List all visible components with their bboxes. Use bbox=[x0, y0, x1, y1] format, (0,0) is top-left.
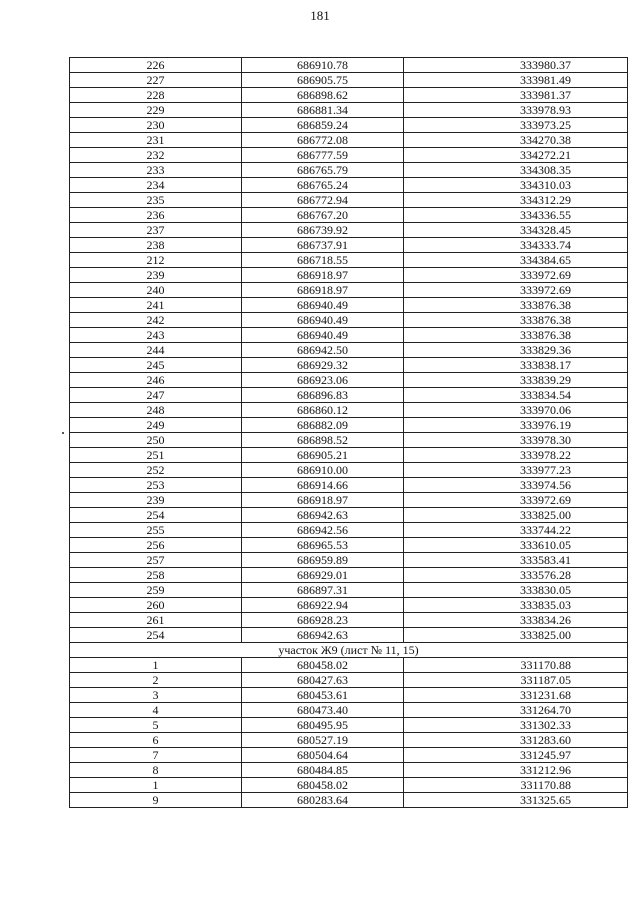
point-number-cell: 212 bbox=[70, 253, 242, 268]
x-coordinate-cell: 680473.40 bbox=[242, 703, 404, 718]
table-row bbox=[70, 178, 628, 193]
table-row bbox=[70, 253, 628, 268]
table-row bbox=[70, 133, 628, 148]
y-coordinate-cell: 334328.45 bbox=[404, 223, 628, 238]
y-coordinate-cell: 333744.22 bbox=[404, 523, 628, 538]
y-coordinate-cell: 333583.41 bbox=[404, 553, 628, 568]
x-coordinate-cell: 680427.63 bbox=[242, 673, 404, 688]
point-number-cell: 247 bbox=[70, 388, 242, 403]
point-number-cell: 240 bbox=[70, 283, 242, 298]
y-coordinate-cell: 333977.23 bbox=[404, 463, 628, 478]
point-number-cell: 234 bbox=[70, 178, 242, 193]
y-coordinate-cell: 333980.37 bbox=[404, 58, 628, 73]
y-coordinate-cell: 333576.28 bbox=[404, 568, 628, 583]
y-coordinate-cell: 334312.29 bbox=[404, 193, 628, 208]
x-coordinate-cell: 686923.06 bbox=[242, 373, 404, 388]
y-coordinate-cell: 333972.69 bbox=[404, 493, 628, 508]
y-coordinate-cell: 333972.69 bbox=[404, 268, 628, 283]
x-coordinate-cell: 686942.56 bbox=[242, 523, 404, 538]
point-number-cell: 254 bbox=[70, 508, 242, 523]
x-coordinate-cell: 686965.53 bbox=[242, 538, 404, 553]
point-number-cell: 239 bbox=[70, 493, 242, 508]
x-coordinate-cell: 686905.75 bbox=[242, 73, 404, 88]
x-coordinate-cell: 686940.49 bbox=[242, 313, 404, 328]
table-row bbox=[70, 268, 628, 283]
table-row bbox=[70, 58, 628, 73]
x-coordinate-cell: 686929.01 bbox=[242, 568, 404, 583]
table-row bbox=[70, 313, 628, 328]
table-row bbox=[70, 403, 628, 418]
point-number-cell: 4 bbox=[70, 703, 242, 718]
x-coordinate-cell: 686860.12 bbox=[242, 403, 404, 418]
table-row bbox=[70, 283, 628, 298]
point-number-cell: 2 bbox=[70, 673, 242, 688]
x-coordinate-cell: 686928.23 bbox=[242, 613, 404, 628]
x-coordinate-cell: 686910.00 bbox=[242, 463, 404, 478]
point-number-cell: 230 bbox=[70, 118, 242, 133]
x-coordinate-cell: 686959.89 bbox=[242, 553, 404, 568]
point-number-cell: 226 bbox=[70, 58, 242, 73]
y-coordinate-cell: 333978.30 bbox=[404, 433, 628, 448]
table-row bbox=[70, 538, 628, 553]
y-coordinate-cell: 333829.36 bbox=[404, 343, 628, 358]
table-row bbox=[70, 388, 628, 403]
table-row bbox=[70, 748, 628, 763]
table-row bbox=[70, 763, 628, 778]
y-coordinate-cell: 334333.74 bbox=[404, 238, 628, 253]
y-coordinate-cell: 333876.38 bbox=[404, 298, 628, 313]
table-row bbox=[70, 118, 628, 133]
x-coordinate-cell: 686918.97 bbox=[242, 493, 404, 508]
x-coordinate-cell: 686897.31 bbox=[242, 583, 404, 598]
point-number-cell: 248 bbox=[70, 403, 242, 418]
point-number-cell: 1 bbox=[70, 778, 242, 793]
table-row bbox=[70, 718, 628, 733]
x-coordinate-cell: 686940.49 bbox=[242, 298, 404, 313]
x-coordinate-cell: 686942.50 bbox=[242, 343, 404, 358]
point-number-cell: 229 bbox=[70, 103, 242, 118]
point-number-cell: 256 bbox=[70, 538, 242, 553]
table-row bbox=[70, 478, 628, 493]
point-number-cell: 228 bbox=[70, 88, 242, 103]
table-row bbox=[70, 628, 628, 643]
y-coordinate-cell: 333981.37 bbox=[404, 88, 628, 103]
x-coordinate-cell: 686718.55 bbox=[242, 253, 404, 268]
y-coordinate-cell: 334272.21 bbox=[404, 148, 628, 163]
y-coordinate-cell: 333970.06 bbox=[404, 403, 628, 418]
point-number-cell: 3 bbox=[70, 688, 242, 703]
x-coordinate-cell: 686765.79 bbox=[242, 163, 404, 178]
y-coordinate-cell: 333834.54 bbox=[404, 388, 628, 403]
table-row bbox=[70, 373, 628, 388]
x-coordinate-cell: 686914.66 bbox=[242, 478, 404, 493]
table-row bbox=[70, 553, 628, 568]
y-coordinate-cell: 333610.05 bbox=[404, 538, 628, 553]
point-number-cell: 253 bbox=[70, 478, 242, 493]
x-coordinate-cell: 686896.83 bbox=[242, 388, 404, 403]
y-coordinate-cell: 331231.68 bbox=[404, 688, 628, 703]
y-coordinate-cell: 331245.97 bbox=[404, 748, 628, 763]
x-coordinate-cell: 680458.02 bbox=[242, 658, 404, 673]
table-row bbox=[70, 493, 628, 508]
point-number-cell: 8 bbox=[70, 763, 242, 778]
table-row bbox=[70, 343, 628, 358]
x-coordinate-cell: 686898.52 bbox=[242, 433, 404, 448]
point-number-cell: 249 bbox=[70, 418, 242, 433]
point-number-cell: 257 bbox=[70, 553, 242, 568]
point-number-cell: 252 bbox=[70, 463, 242, 478]
point-number-cell: 233 bbox=[70, 163, 242, 178]
coordinates-table-body bbox=[70, 58, 628, 808]
point-number-cell: 237 bbox=[70, 223, 242, 238]
point-number-cell: 254 bbox=[70, 628, 242, 643]
point-number-cell: 260 bbox=[70, 598, 242, 613]
table-row bbox=[70, 358, 628, 373]
table-row bbox=[70, 163, 628, 178]
x-coordinate-cell: 686910.78 bbox=[242, 58, 404, 73]
page-number: 181 bbox=[310, 8, 330, 23]
point-number-cell: 6 bbox=[70, 733, 242, 748]
x-coordinate-cell: 680527.19 bbox=[242, 733, 404, 748]
y-coordinate-cell: 333838.17 bbox=[404, 358, 628, 373]
table-row bbox=[70, 88, 628, 103]
table-row bbox=[70, 508, 628, 523]
y-coordinate-cell: 333876.38 bbox=[404, 328, 628, 343]
table-row bbox=[70, 448, 628, 463]
point-number-cell: 236 bbox=[70, 208, 242, 223]
table-row bbox=[70, 103, 628, 118]
point-number-cell: 232 bbox=[70, 148, 242, 163]
x-coordinate-cell: 686859.24 bbox=[242, 118, 404, 133]
y-coordinate-cell: 331264.70 bbox=[404, 703, 628, 718]
table-row bbox=[70, 148, 628, 163]
x-coordinate-cell: 680495.95 bbox=[242, 718, 404, 733]
x-coordinate-cell: 686772.08 bbox=[242, 133, 404, 148]
stray-mark bbox=[62, 432, 64, 434]
y-coordinate-cell: 333830.05 bbox=[404, 583, 628, 598]
x-coordinate-cell: 680283.64 bbox=[242, 793, 404, 808]
table-row bbox=[70, 688, 628, 703]
point-number-cell: 258 bbox=[70, 568, 242, 583]
table-row bbox=[70, 733, 628, 748]
point-number-cell: 246 bbox=[70, 373, 242, 388]
y-coordinate-cell: 331170.88 bbox=[404, 658, 628, 673]
table-row bbox=[70, 328, 628, 343]
y-coordinate-cell: 331212.96 bbox=[404, 763, 628, 778]
point-number-cell: 243 bbox=[70, 328, 242, 343]
x-coordinate-cell: 680453.61 bbox=[242, 688, 404, 703]
section-header-row bbox=[70, 643, 628, 658]
y-coordinate-cell: 333978.93 bbox=[404, 103, 628, 118]
point-number-cell: 231 bbox=[70, 133, 242, 148]
y-coordinate-cell: 333876.38 bbox=[404, 313, 628, 328]
point-number-cell: 251 bbox=[70, 448, 242, 463]
table-row bbox=[70, 658, 628, 673]
table-row bbox=[70, 418, 628, 433]
y-coordinate-cell: 331325.65 bbox=[404, 793, 628, 808]
x-coordinate-cell: 686929.32 bbox=[242, 358, 404, 373]
y-coordinate-cell: 334384.65 bbox=[404, 253, 628, 268]
y-coordinate-cell: 333834.26 bbox=[404, 613, 628, 628]
y-coordinate-cell: 334310.03 bbox=[404, 178, 628, 193]
point-number-cell: 1 bbox=[70, 658, 242, 673]
point-number-cell: 238 bbox=[70, 238, 242, 253]
table-row bbox=[70, 238, 628, 253]
point-number-cell: 239 bbox=[70, 268, 242, 283]
x-coordinate-cell: 686777.59 bbox=[242, 148, 404, 163]
table-row bbox=[70, 208, 628, 223]
table-row bbox=[70, 523, 628, 538]
table-row bbox=[70, 298, 628, 313]
x-coordinate-cell: 686739.92 bbox=[242, 223, 404, 238]
y-coordinate-cell: 331302.33 bbox=[404, 718, 628, 733]
point-number-cell: 261 bbox=[70, 613, 242, 628]
x-coordinate-cell: 680458.02 bbox=[242, 778, 404, 793]
point-number-cell: 241 bbox=[70, 298, 242, 313]
y-coordinate-cell: 333835.03 bbox=[404, 598, 628, 613]
table-row bbox=[70, 598, 628, 613]
x-coordinate-cell: 686772.94 bbox=[242, 193, 404, 208]
x-coordinate-cell: 686765.24 bbox=[242, 178, 404, 193]
x-coordinate-cell: 686767.20 bbox=[242, 208, 404, 223]
table-row bbox=[70, 73, 628, 88]
y-coordinate-cell: 333972.69 bbox=[404, 283, 628, 298]
x-coordinate-cell: 686942.63 bbox=[242, 628, 404, 643]
table-row bbox=[70, 583, 628, 598]
x-coordinate-cell: 686905.21 bbox=[242, 448, 404, 463]
x-coordinate-cell: 686898.62 bbox=[242, 88, 404, 103]
table-row bbox=[70, 703, 628, 718]
y-coordinate-cell: 331187.05 bbox=[404, 673, 628, 688]
y-coordinate-cell: 333973.25 bbox=[404, 118, 628, 133]
x-coordinate-cell: 680504.64 bbox=[242, 748, 404, 763]
table-row bbox=[70, 778, 628, 793]
coordinates-table bbox=[69, 57, 628, 808]
table-row bbox=[70, 613, 628, 628]
point-number-cell: 255 bbox=[70, 523, 242, 538]
x-coordinate-cell: 686918.97 bbox=[242, 268, 404, 283]
x-coordinate-cell: 686942.63 bbox=[242, 508, 404, 523]
y-coordinate-cell: 333981.49 bbox=[404, 73, 628, 88]
point-number-cell: 235 bbox=[70, 193, 242, 208]
y-coordinate-cell: 334336.55 bbox=[404, 208, 628, 223]
section-header: участок Ж9 (лист № 11, 15) bbox=[70, 643, 628, 658]
y-coordinate-cell: 333976.19 bbox=[404, 418, 628, 433]
y-coordinate-cell: 333839.29 bbox=[404, 373, 628, 388]
point-number-cell: 244 bbox=[70, 343, 242, 358]
y-coordinate-cell: 334308.35 bbox=[404, 163, 628, 178]
table-row bbox=[70, 433, 628, 448]
y-coordinate-cell: 333825.00 bbox=[404, 628, 628, 643]
y-coordinate-cell: 333825.00 bbox=[404, 508, 628, 523]
y-coordinate-cell: 331170.88 bbox=[404, 778, 628, 793]
y-coordinate-cell: 334270.38 bbox=[404, 133, 628, 148]
table-row bbox=[70, 793, 628, 808]
table-row bbox=[70, 463, 628, 478]
point-number-cell: 245 bbox=[70, 358, 242, 373]
y-coordinate-cell: 331283.60 bbox=[404, 733, 628, 748]
point-number-cell: 7 bbox=[70, 748, 242, 763]
point-number-cell: 259 bbox=[70, 583, 242, 598]
table-row bbox=[70, 673, 628, 688]
point-number-cell: 227 bbox=[70, 73, 242, 88]
x-coordinate-cell: 680484.85 bbox=[242, 763, 404, 778]
x-coordinate-cell: 686737.91 bbox=[242, 238, 404, 253]
y-coordinate-cell: 333978.22 bbox=[404, 448, 628, 463]
point-number-cell: 5 bbox=[70, 718, 242, 733]
point-number-cell: 9 bbox=[70, 793, 242, 808]
x-coordinate-cell: 686918.97 bbox=[242, 283, 404, 298]
table-row bbox=[70, 568, 628, 583]
point-number-cell: 250 bbox=[70, 433, 242, 448]
table-row bbox=[70, 193, 628, 208]
x-coordinate-cell: 686940.49 bbox=[242, 328, 404, 343]
x-coordinate-cell: 686922.94 bbox=[242, 598, 404, 613]
x-coordinate-cell: 686881.34 bbox=[242, 103, 404, 118]
x-coordinate-cell: 686882.09 bbox=[242, 418, 404, 433]
y-coordinate-cell: 333974.56 bbox=[404, 478, 628, 493]
table-row bbox=[70, 223, 628, 238]
point-number-cell: 242 bbox=[70, 313, 242, 328]
